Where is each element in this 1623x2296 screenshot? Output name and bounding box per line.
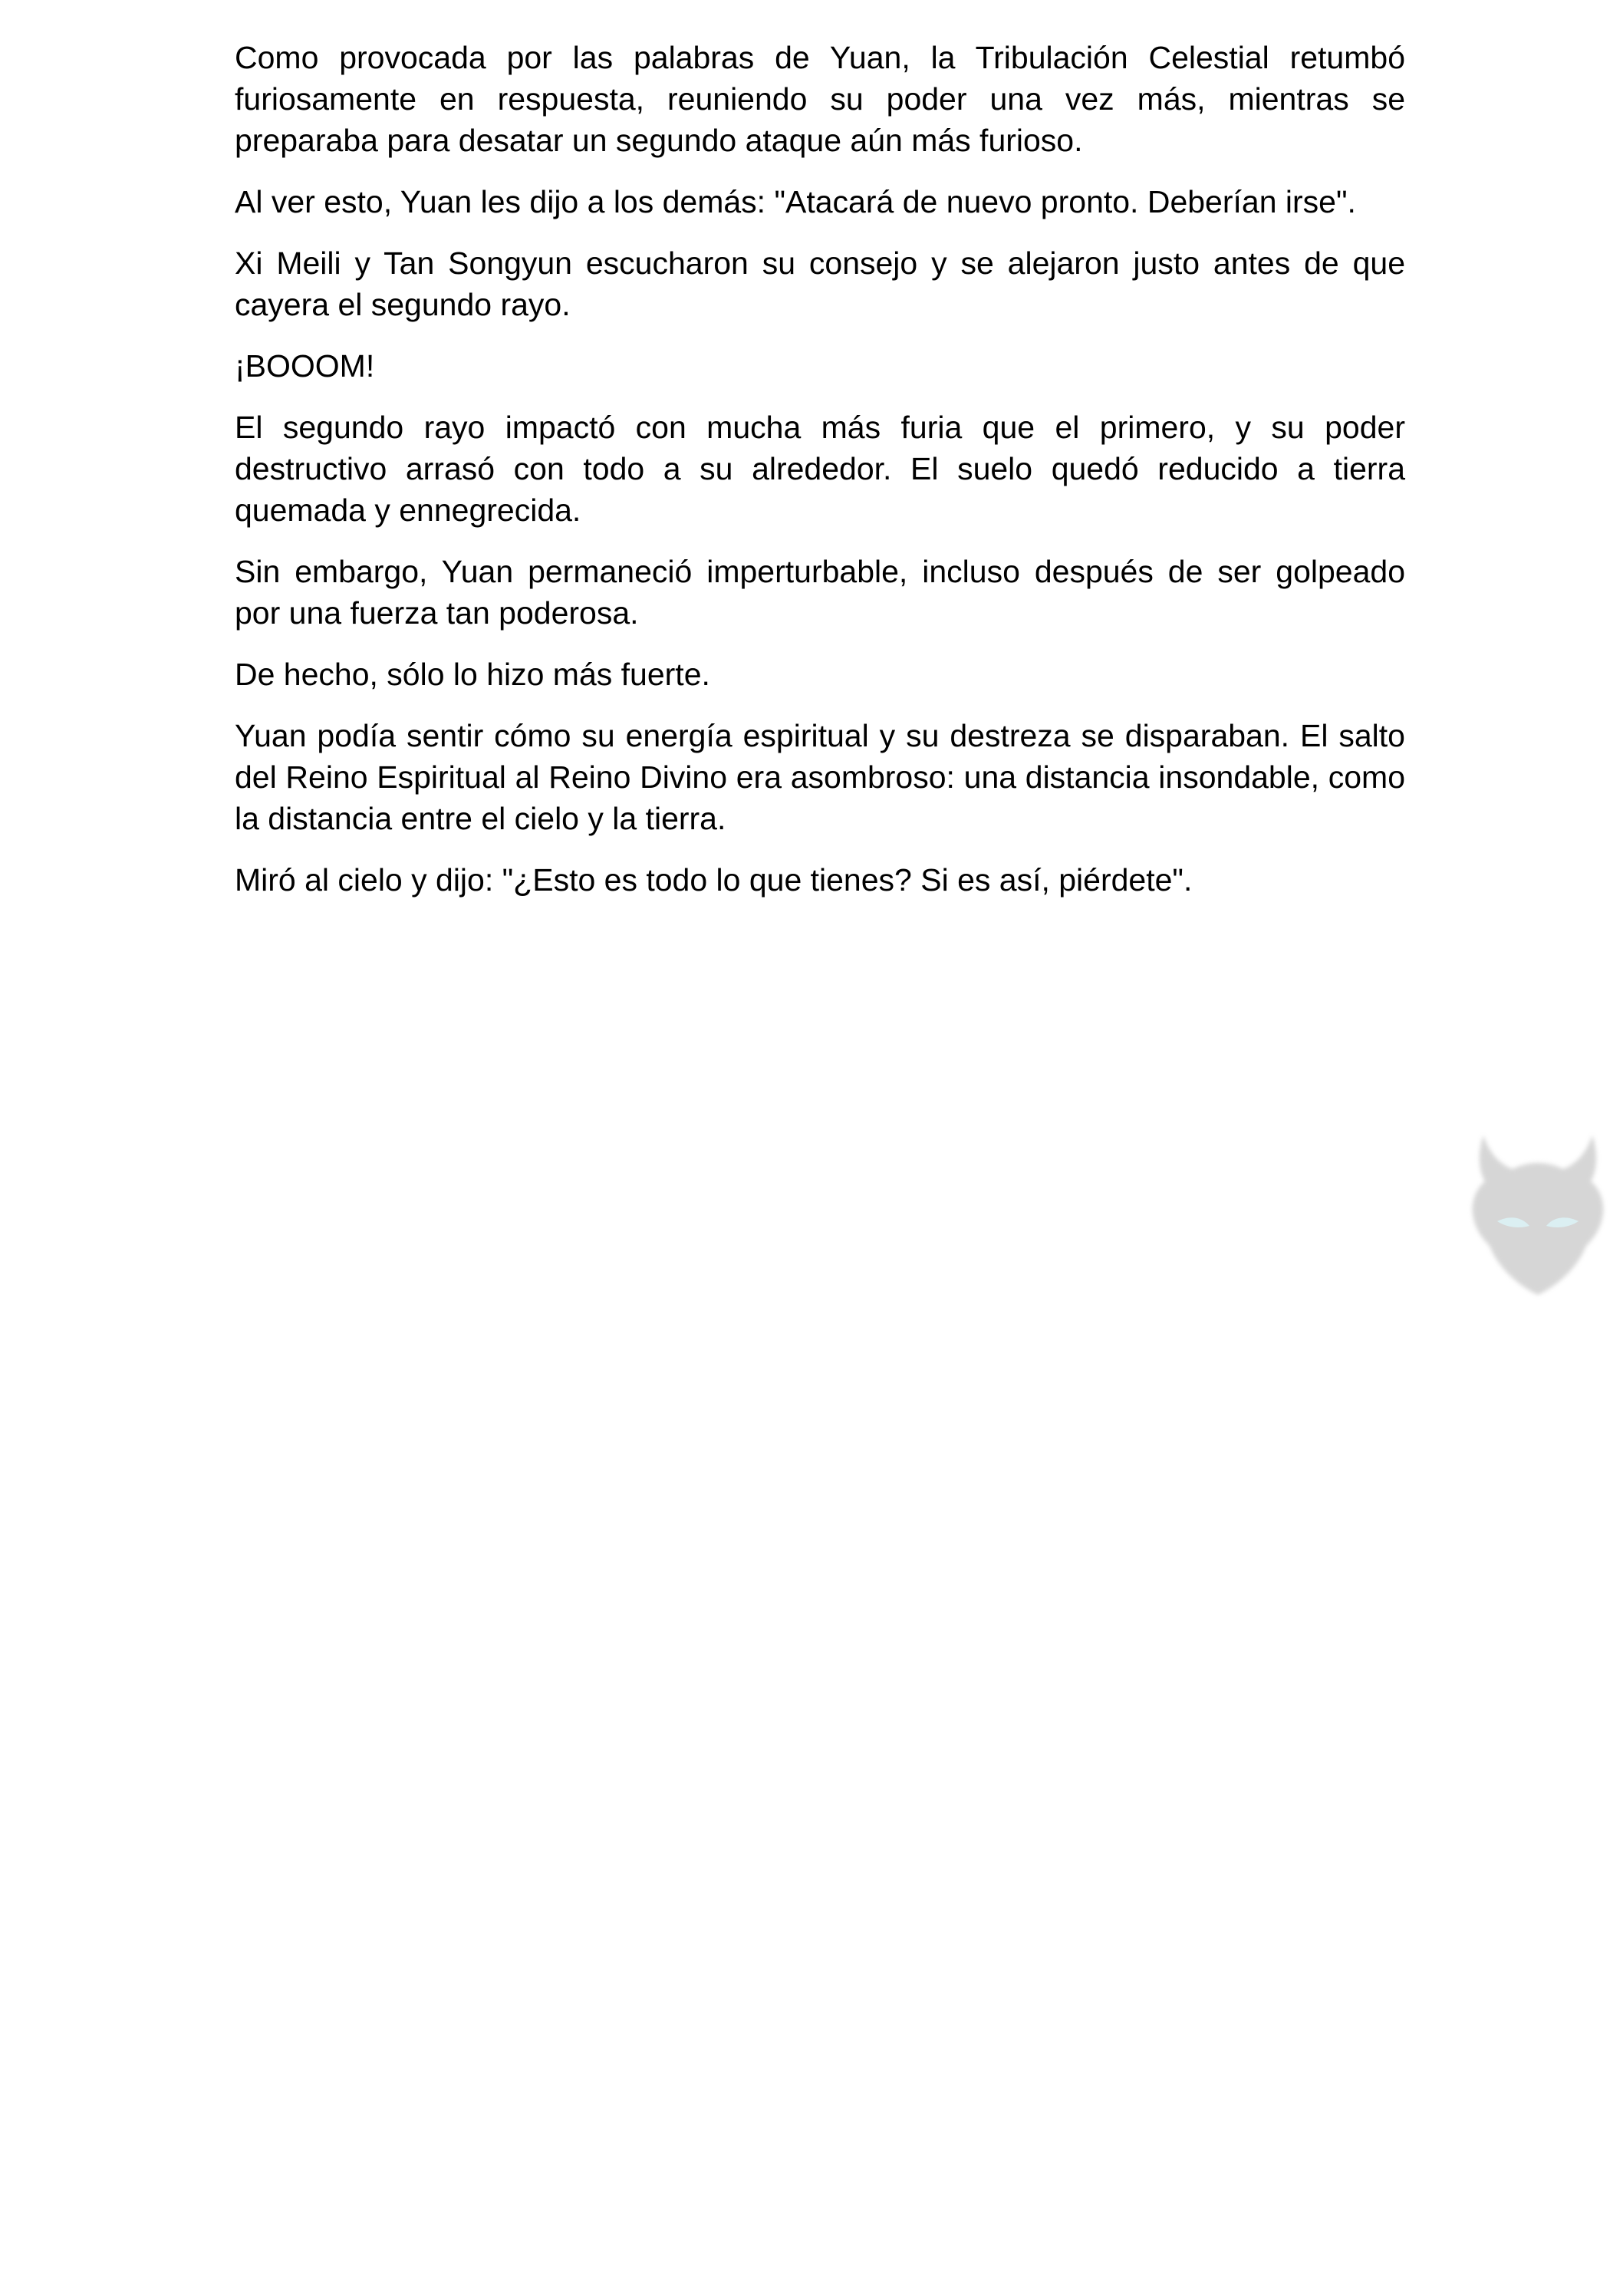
demon-head-icon	[1467, 1131, 1609, 1300]
paragraph-1: Como provocada por las palabras de Yuan, la Tribulación Celestial retumbó furiosamente en respuesta, reuniendo su poder una vez más, mientras se preparaba para desatar un segundo ataque aún más furioso.	[235, 40, 1405, 158]
paragraph-2: Al ver esto, Yuan les dijo a los demás: "Atacará de nuevo pronto. Deberían irse".	[235, 184, 1356, 219]
paragraph-7: De hecho, sólo lo hizo más fuerte.	[235, 657, 710, 692]
paragraph-4: ¡BOOOM!	[235, 348, 375, 384]
paragraph-9: Miró al cielo y dijo: "¿Esto es todo lo que tienes? Si es así, piérdete".	[235, 862, 1193, 898]
document-page	[235, 37, 1405, 921]
paragraph-8: Yuan podía sentir cómo su energía espiritual y su destreza se disparaban. El salto del Reino Espiritual al Reino Divino era asombroso: una distancia insondable, como la distancia entre el cielo y la tierra.	[235, 718, 1405, 836]
paragraph-3: Xi Meili y Tan Songyun escucharon su consejo y se alejaron justo antes de que cayera el segundo rayo.	[235, 245, 1405, 322]
paragraph-5: El segundo rayo impactó con mucha más furia que el primero, y su poder destructivo arrasó con todo a su alrededor. El suelo quedó reducido a tierra quemada y ennegrecida.	[235, 410, 1405, 528]
paragraph-6: Sin embargo, Yuan permaneció imperturbable, incluso después de ser golpeado por una fuerza tan poderosa.	[235, 554, 1405, 631]
